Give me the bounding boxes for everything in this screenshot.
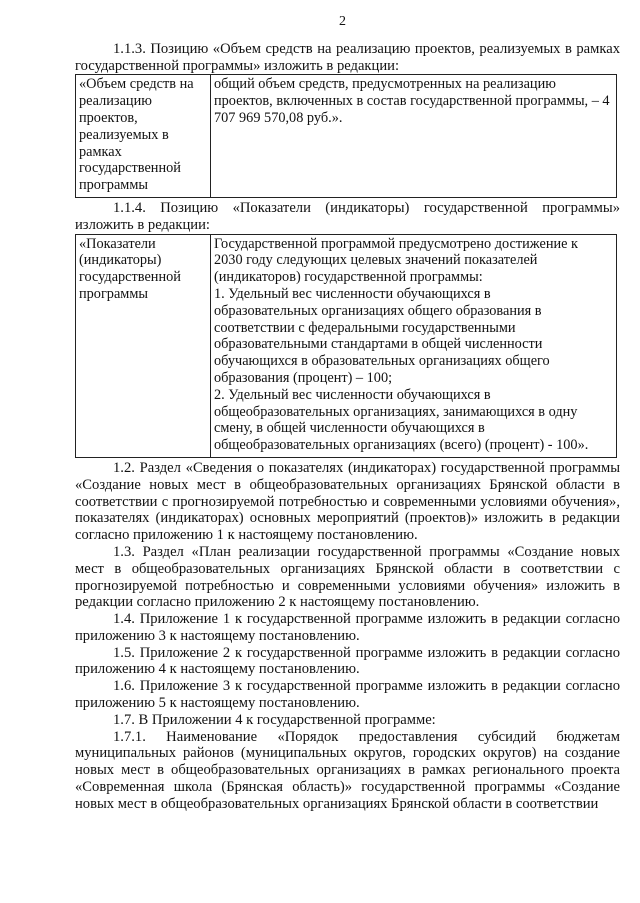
paragraph-1-3: 1.3. Раздел «План реализации государственной программы «Создание новых мест в общеобразовательных организациях Брянской области в соответствии с прогнозируемой потребностью и современными условиями обучения» изложить в редакции согласно приложению 2 к настоящему постановлению. bbox=[75, 543, 620, 611]
document-page bbox=[75, 14, 620, 813]
table-indicators bbox=[75, 234, 617, 458]
paragraph-1-4: 1.4. Приложение 1 к государственной программе изложить в редакции согласно приложению 3 к настоящему постановлению. bbox=[75, 611, 620, 644]
table-cell-label: «Показатели (индикаторы) государственной программы bbox=[76, 234, 211, 457]
paragraph-1-5: 1.5. Приложение 2 к государственной программе изложить в редакции согласно приложению 4 к настоящему постановлению. bbox=[75, 644, 620, 678]
text-line: 1. Удельный вес численности обучающихся в bbox=[214, 285, 491, 302]
paragraph-1-1-3: 1.1.3. Позицию «Объем средств на реализацию проектов, реализуемых в рамках государственной программы» изложить в редакции: bbox=[75, 40, 620, 74]
text-line: образовательными стандартами в общей численности bbox=[214, 336, 543, 353]
text-line: Государственной программой предусмотрено достижение к bbox=[214, 235, 578, 252]
paragraph-1-7: 1.7. В Приложении 4 к государственной программе: bbox=[113, 711, 436, 728]
page-number: 2 bbox=[339, 14, 346, 29]
table-cell-value bbox=[211, 234, 617, 457]
text-line: образования (процент) – 100; bbox=[214, 369, 393, 386]
paragraph-1-6: 1.6. Приложение 3 к государственной программе изложить в редакции согласно приложению 5 к настоящему постановлению. bbox=[75, 678, 620, 712]
paragraph-1-7-1: 1.7.1. Наименование «Порядок предоставления субсидий бюджетам муниципальных районов (муниципальных округов, городских округов) на создание новых мест в общеобразовательных организациях в рамках регионального проекта «Современная школа (Брянская область)» государственной программы «Создание новых мест в общеобразовательных организациях Брянской области в соответствии bbox=[75, 728, 620, 812]
table-cell-value: общий объем средств, предусмотренных на реализацию проектов, включенных в состав государственной программы, – 4 707 969 570,08 руб.». bbox=[211, 75, 617, 198]
table-cell-label: «Объем средств на реализацию проектов, реализуемых в рамках государственной программы bbox=[76, 75, 211, 198]
text-line: общеобразовательных организациях, занимающихся в одну bbox=[214, 403, 578, 420]
paragraph-1-1-4: 1.1.4. Позицию «Показатели (индикаторы) государственной программы» изложить в редакции: bbox=[75, 199, 620, 233]
paragraph-1-2: 1.2. Раздел «Сведения о показателях (индикаторах) государственной программы «Создание новых мест в общеобразовательных организациях Брянской области в соответствии с прогнозируемой потребностью и современными условиями обучения», показателях (индикаторах) основных мероприятий (проектов)» изложить в редакции согласно приложению 1 к настоящему постановлению. bbox=[75, 459, 620, 544]
text-line: смену, в общей численности обучающихся в bbox=[214, 420, 485, 437]
text-line: (индикаторов) государственной программы: bbox=[214, 269, 483, 286]
table-row bbox=[76, 234, 617, 457]
text-line: образовательных организациях общего образования в bbox=[214, 302, 542, 319]
text-line: соответствии с федеральными государственными bbox=[214, 319, 516, 336]
text-line: 2030 году следующих целевых значений показателей bbox=[214, 252, 538, 269]
table-funding bbox=[75, 74, 617, 198]
text-line: 2. Удельный вес численности обучающихся в bbox=[214, 386, 491, 403]
table-row bbox=[76, 75, 617, 198]
text-line: обучающихся в образовательных организациях общего bbox=[214, 353, 550, 370]
text-line: общеобразовательных организациях (всего) (процент) - 100». bbox=[214, 437, 589, 454]
